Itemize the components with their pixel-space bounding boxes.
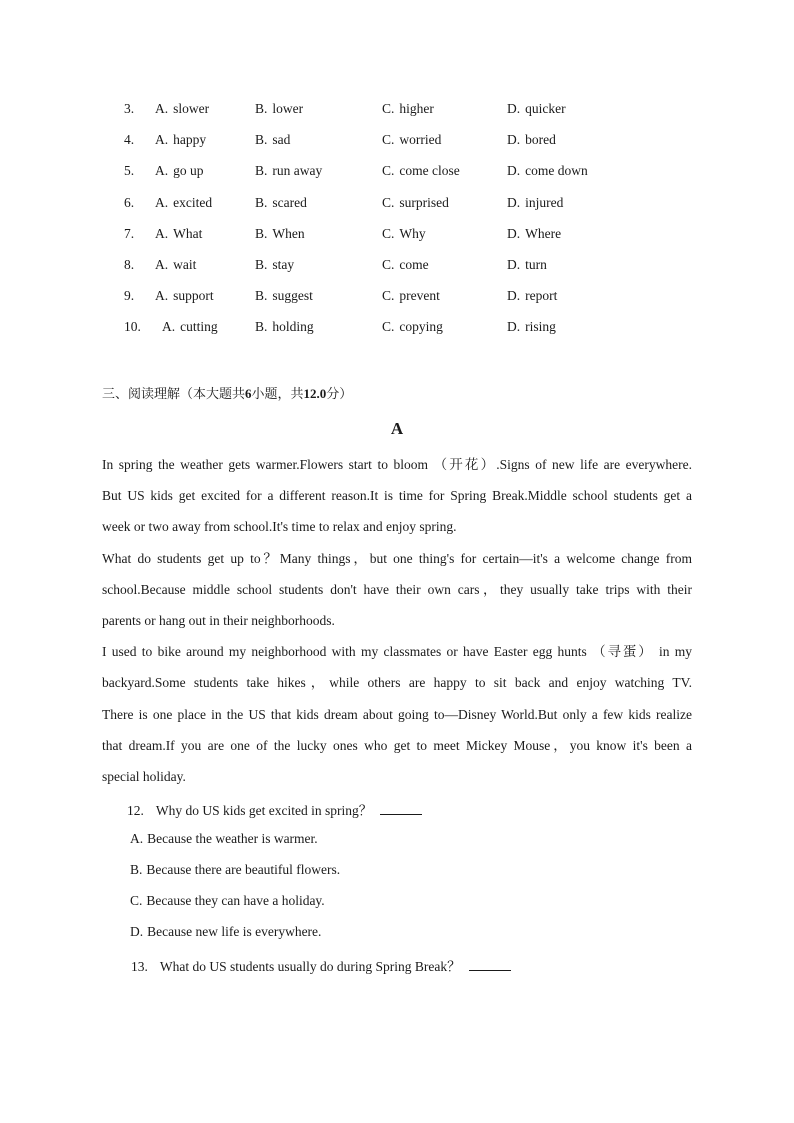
question-number: 4. bbox=[124, 132, 135, 148]
option-c[interactable]: C. higher bbox=[382, 101, 434, 116]
choice-12-b[interactable]: B. Because there are beautiful flowers. bbox=[130, 862, 341, 877]
option-d[interactable]: D. turn bbox=[507, 256, 547, 272]
passage-body bbox=[102, 455, 692, 798]
option-a[interactable]: A. excited bbox=[155, 194, 213, 210]
choice-12-c[interactable]: C. Because they can have a holiday. bbox=[130, 893, 325, 908]
question-number: 5. bbox=[124, 163, 135, 179]
passage-line: But US kids get excited for a different reason.It is time for Spring Break.Middle school students get a bbox=[102, 488, 692, 504]
passage-line: that dream.If you are one of the lucky ones who get to meet Mickey Mouse，you know it's been a bbox=[102, 737, 692, 753]
option-d[interactable]: D. bored bbox=[507, 132, 556, 148]
passage-line: special holiday. bbox=[102, 768, 186, 784]
option-row bbox=[124, 132, 597, 163]
option-row bbox=[124, 288, 597, 319]
choice-12-a[interactable]: A. Because the weather is warmer. bbox=[130, 831, 318, 846]
passage-line: backyard.Some students take hikes，while others are happy to sit back and enjoy watching TV. bbox=[102, 675, 692, 691]
option-b[interactable]: B. sad bbox=[255, 132, 291, 148]
option-c[interactable]: C. prevent bbox=[382, 288, 440, 304]
option-c[interactable]: C. come close bbox=[382, 163, 460, 179]
question-number: 3. bbox=[124, 101, 135, 116]
option-b[interactable]: B. stay bbox=[255, 256, 295, 272]
option-c[interactable]: C. copying bbox=[382, 319, 443, 335]
passage-line: In spring the weather gets warmer.Flowers start to bloom （开花）.Signs of new life are everywhere. bbox=[102, 457, 692, 472]
option-b[interactable]: B. suggest bbox=[255, 288, 313, 304]
option-c[interactable]: C. Why bbox=[382, 225, 426, 241]
option-row bbox=[124, 319, 597, 350]
option-row bbox=[124, 226, 597, 257]
option-a[interactable]: A. wait bbox=[155, 256, 197, 272]
option-c[interactable]: C. worried bbox=[382, 132, 442, 148]
option-b[interactable]: B. holding bbox=[255, 319, 314, 335]
answer-blank[interactable] bbox=[380, 802, 422, 815]
option-a[interactable]: A. What bbox=[155, 225, 203, 241]
option-d[interactable]: D. Where bbox=[507, 225, 562, 241]
question-number: 6. bbox=[124, 194, 135, 210]
option-a[interactable]: A. slower bbox=[155, 101, 210, 116]
passage-line: What do students get up to？Many things，but one thing's for certain—it's a welcome change from bbox=[102, 550, 692, 566]
option-c[interactable]: C. surprised bbox=[382, 194, 449, 210]
question-13: 13. What do US students usually do during Spring Break？ bbox=[131, 955, 511, 975]
section-title: 三、阅读理解（本大题共6小题，共12.0分） bbox=[102, 386, 353, 401]
question-number: 8. bbox=[124, 256, 135, 272]
option-row bbox=[124, 195, 597, 226]
answer-blank[interactable] bbox=[469, 958, 511, 971]
option-b[interactable]: B. run away bbox=[255, 163, 323, 179]
passage-line: There is one place in the US that kids dream about going to—Disney World.But only a few kids realize bbox=[102, 706, 692, 722]
option-c[interactable]: C. come bbox=[382, 256, 429, 272]
passage-line: school.Because middle school students don't have their own cars，they usually take trips with their bbox=[102, 581, 692, 597]
passage-line: I used to bike around my neighborhood with my classmates or have Easter egg hunts （寻蛋） in my bbox=[102, 644, 692, 660]
option-a[interactable]: A. cutting bbox=[162, 319, 218, 335]
option-b[interactable]: B. lower bbox=[255, 101, 304, 116]
option-d[interactable]: D. rising bbox=[507, 319, 556, 335]
option-row bbox=[124, 257, 597, 288]
question-number: 7. bbox=[124, 225, 135, 241]
question-number: 9. bbox=[124, 288, 135, 304]
question-12: 12. Why do US kids get excited in spring？ bbox=[127, 799, 422, 819]
question-number: 10. bbox=[124, 319, 141, 335]
option-d[interactable]: D. report bbox=[507, 288, 558, 304]
option-d[interactable]: D. injured bbox=[507, 194, 564, 210]
choice-12-d[interactable]: D. Because new life is everywhere. bbox=[130, 924, 322, 939]
option-a[interactable]: A. happy bbox=[155, 132, 207, 148]
option-a[interactable]: A. support bbox=[155, 288, 214, 304]
option-row bbox=[124, 163, 597, 194]
options-table bbox=[124, 101, 597, 351]
option-d[interactable]: D. come down bbox=[507, 163, 588, 179]
option-a[interactable]: A. go up bbox=[155, 163, 204, 179]
passage-title: A bbox=[390, 419, 404, 438]
option-row bbox=[124, 101, 597, 132]
option-b[interactable]: B. When bbox=[255, 225, 305, 241]
option-d[interactable]: D. quicker bbox=[507, 101, 566, 116]
passage-line: parents or hang out in their neighborhoods. bbox=[102, 612, 335, 628]
passage-line: week or two away from school.It's time to relax and enjoy spring. bbox=[102, 519, 457, 535]
option-b[interactable]: B. scared bbox=[255, 194, 307, 210]
